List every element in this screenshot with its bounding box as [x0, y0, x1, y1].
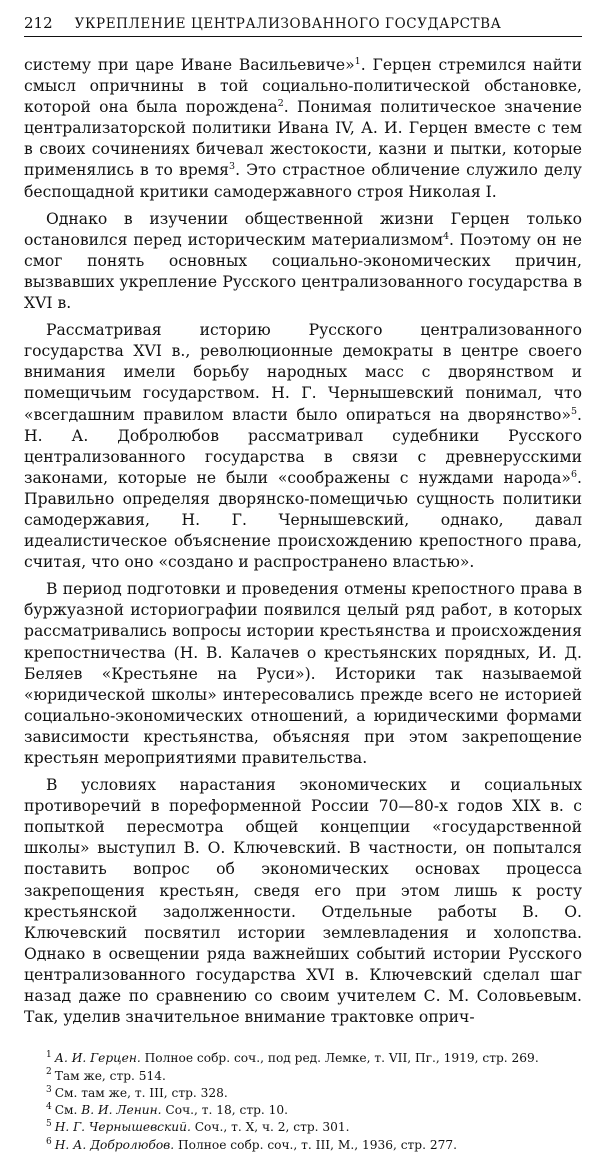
- paragraph-3-part-c: . Правильно определяя дворянско-помещичью сущность политики самодержавия, Н. Г. Чернышевский, однако, давал идеалистическое объяснение происхождению крепостного права, считая, что оно «создано и распространено властью».: [24, 468, 582, 572]
- paragraph-3: [24, 320, 582, 573]
- paragraph-3-part-a: Рассматривая историю Русского централизованного государства XVI в., революционные демократы в центре своего внимания имели борьбу народных масс с дворянством и помещичьим государством. Н. Г. Чернышевский понимал, что «всегдашним правилом власти было опираться на дворянство»: [24, 321, 582, 424]
- footnote-5: [24, 1119, 582, 1136]
- footnote-mark: 4: [46, 1102, 52, 1113]
- footnote-ref-1: 1: [354, 55, 361, 67]
- footnote-ref-4: 4: [442, 230, 449, 242]
- footnote-6: [24, 1137, 582, 1154]
- footnote-mark: 6: [46, 1136, 52, 1147]
- paragraph-1-part-b: . Герцен стремился найти смысл опричнины в той социально-политической обстановке, которой она была порождена: [24, 56, 582, 117]
- footnote-author: Н. А. Добролюбов.: [54, 1137, 175, 1152]
- paragraph-4: В период подготовки и проведения отмены крепостного права в буржуазной историографии появился целый ряд работ, в которых рассматривались вопросы истории крестьянства и происхождения крепостничества (Н. В. Калачев о крестьянских порядных, И. Д. Беляев «Крестьяне на Руси»). Историки так называемой «юридической школы» интересовались прежде всего не историей социально-экономических отношений, а юридическими формами зависимости крестьянства, объясняя при этом закрепощение крестьян мероприятиями правительства.: [24, 580, 582, 767]
- paragraph-1-part-c: . Понимая политическое значение централизаторской политики Ивана IV, А. И. Герцен вместе с тем в своих сочинениях бичевал жестокости, казни и пытки, которые применялись в то время: [24, 98, 582, 180]
- footnote-mark: 5: [46, 1119, 52, 1130]
- footnote-ref-2: 2: [277, 98, 284, 109]
- running-header: [24, 14, 582, 37]
- footnote-ref-6: 6: [570, 468, 578, 480]
- footnote-text: Соч., т. X, ч. 2, стр. 301.: [190, 1120, 350, 1135]
- footnote-text: Полное собр. соч., т. III, М., 1936, стр. 277.: [174, 1137, 457, 1152]
- paragraph-3-part-b: . Н. А. Добролюбов рассматривал судебники Русского централизованного государства в связи с древнерусскими законами, которые не были «соображены с нуждами народа»: [24, 405, 582, 487]
- footnote-text: См. там же, т. III, стр. 328.: [54, 1085, 228, 1100]
- paragraph-5: В условиях нарастания экономических и социальных противоречий в пореформенной России 70—80-х годов XIX в. с попыткой пересмотра общей концепции «государственной школы» выступил В. О. Ключевский. В частности, он попытался поставить вопрос об экономических основах процесса закрепощения крестьян, сведя его при этом лишь к росту крестьянской задолженности. Отдельные работы В. О. Ключевский посвятил истории землевладения и холопства. Однако в освещении ряда важнейших событий истории Русского централизованного государства XVI в. Ключевский сделал шаг назад даже по сравнению со своим учителем С. М. Соловьевым. Так, уделив значительное внимание трактовке оприч-: [24, 776, 582, 1027]
- footnotes: [24, 1050, 582, 1154]
- footnote-mark: 2: [46, 1067, 52, 1078]
- footnote-mark: 1: [46, 1050, 52, 1061]
- paragraph-1-part-d: . Это страстное обличение служило делу беспощадной критики самодержавного строя Николая I.: [24, 161, 582, 201]
- footnote-1: [24, 1050, 582, 1067]
- paragraph-2-part-b: . Поэтому он не смог понять основных социально-экономических причин, вызвавших укрепление Русского централизованного государства в XVI в.: [24, 230, 582, 313]
- paragraph-2: [24, 209, 582, 314]
- paragraph-1: [24, 55, 582, 203]
- footnote-text: Соч., т. 18, стр. 10.: [161, 1103, 289, 1118]
- footnote-ref-5: 5: [570, 405, 578, 417]
- footnote-ref-3: 3: [229, 161, 236, 173]
- running-title: УКРЕПЛЕНИЕ ЦЕНТРАЛИЗОВАННОГО ГОСУДАРСТВА: [74, 16, 502, 32]
- footnote-mark: 3: [46, 1084, 52, 1095]
- page-number: 212: [24, 14, 53, 32]
- footnote-3: [24, 1085, 582, 1102]
- book-page: [24, 14, 582, 1154]
- main-text: [24, 55, 582, 1028]
- footnote-2: [24, 1068, 582, 1085]
- paragraph-2-part-a: Однако в изучении общественной жизни Герцен только остановился перед историческим материализмом: [24, 209, 582, 249]
- footnote-prefix: См.: [54, 1103, 82, 1118]
- footnote-text: Полное собр. соч., под ред. Лемке, т. VII, Пг., 1919, стр. 269.: [140, 1051, 539, 1066]
- footnote-author: В. И. Ленин.: [81, 1103, 162, 1118]
- footnote-author: Н. Г. Чернышевский.: [54, 1120, 191, 1135]
- paragraph-1-part-a: систему при царе Иване Васильевиче»: [24, 56, 355, 74]
- footnote-author: А. И. Герцен.: [54, 1051, 141, 1066]
- footnote-4: [24, 1102, 582, 1119]
- footnote-text: Там же, стр. 514.: [54, 1068, 166, 1083]
